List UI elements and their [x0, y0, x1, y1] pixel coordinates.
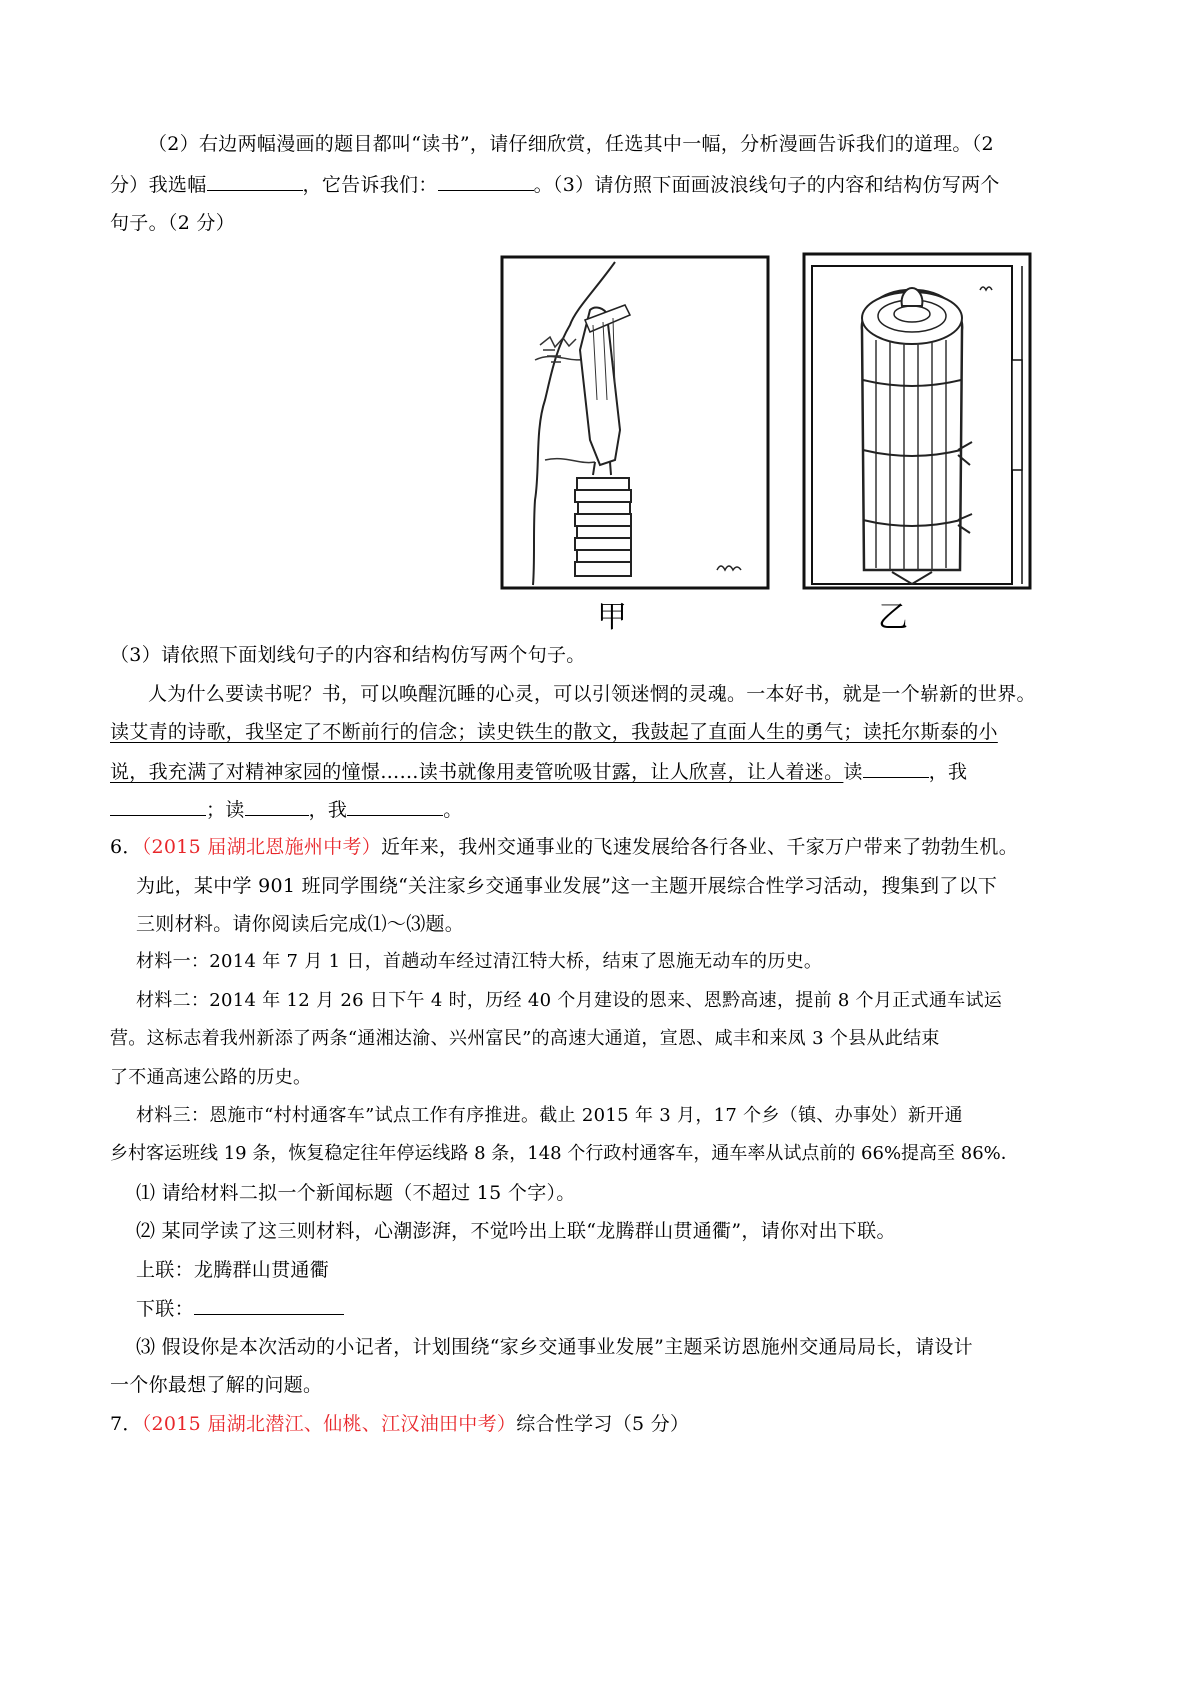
answer-blank[interactable]: [207, 172, 303, 191]
q7-heading: [110, 1412, 689, 1436]
cartoon-yi-caption: 乙: [878, 600, 908, 635]
q5-part3-para-line2: 读艾青的诗歌，我坚定了不断前行的信念；读史铁生的散文，我鼓起了直面人生的勇气；读托尔斯泰的小: [110, 721, 998, 743]
q6-source: （2015 届湖北恩施州中考）: [141, 836, 382, 858]
answer-blank[interactable]: [438, 172, 534, 191]
q6-upper-couplet: 上联：龙腾群山贯通衢: [136, 1259, 330, 1281]
q6-material2-line1: 材料二：2014 年 12 月 26 日下午 4 时，历经 40 个月建设的恩来、恩黔高速，提前 8 个月正式通车试运: [136, 990, 1003, 1011]
imitation-end: 。: [443, 799, 463, 821]
answer-blank[interactable]: [245, 797, 309, 816]
q6-material1: 材料一：2014 年 7 月 1 日，首趟动车经过清江特大桥，结束了恩施无动车的历史。: [136, 951, 823, 972]
q6-intro-line3: 三则材料。请你阅读后完成⑴～⑶题。: [136, 913, 465, 935]
q6-intro-line1: [110, 835, 1018, 859]
q5-part2-line3: 句子。（2 分）: [110, 212, 236, 234]
q5-part3-para-line3: [110, 759, 967, 784]
answer-blank[interactable]: [863, 759, 929, 778]
q6-lower-couplet: [136, 1296, 344, 1321]
q5-part2-line2-b: ，它告诉我们：: [302, 174, 438, 196]
imitation-read-2: ；读: [206, 799, 245, 821]
cartoon-jia: [495, 250, 775, 595]
lower-couplet-label: 下联：: [136, 1298, 194, 1320]
imitation-start: 读: [843, 761, 863, 783]
bamboo-scroll-bundle: [862, 288, 972, 584]
q6-intro-line2: 为此，某中学 901 班同学围绕“关注家乡交通事业发展”这一主题开展综合性学习活动，搜集到了以下: [136, 875, 998, 897]
answer-blank[interactable]: [194, 1296, 344, 1315]
tiny-person-head: [902, 288, 923, 306]
cartoon-yi: [800, 250, 1035, 595]
q5-part3-para-line1: 人为什么要读书呢？书，可以唤醒沉睡的心灵，可以引领迷惘的灵魂。一本好书，就是一个崭新的世界。: [148, 683, 1036, 705]
cartoon-jia-frame: [502, 257, 768, 588]
q6-task3-line1: ⑶ 假设你是本次活动的小记者，计划围绕“家乡交通事业发展”主题采访恩施州交通局局长，请设计: [136, 1336, 973, 1358]
q6-task1: ⑴ 请给材料二拟一个新闻标题（不超过 15 个字）。: [136, 1182, 576, 1204]
q6-material3-line1: 材料三：恩施市“村村通客车”试点工作有序推进。截止 2015 年 3 月，17 个乡（镇、办事处）新开通: [136, 1105, 963, 1126]
q6-task3-line2: 一个你最想了解的问题。: [110, 1374, 323, 1396]
q5-part3-heading: （3）请依照下面划线句子的内容和结构仿写两个句子。: [110, 644, 586, 666]
answer-blank[interactable]: [110, 797, 206, 816]
q6-number: 6．: [110, 836, 142, 858]
q5-part2-line2-a: 分）我选幅: [110, 174, 207, 196]
q7-source: （2015 届湖北潜江、仙桃、江汉油田中考）: [141, 1413, 517, 1435]
q7-number: 7．: [110, 1413, 142, 1435]
q6-material2-line2: 营。这标志着我州新添了两条“通湘达渝、兴州富民”的高速大通道，宣恩、咸丰和来凤 3 个县从此结束: [110, 1028, 940, 1049]
q6-task2: ⑵ 某同学读了这三则材料，心潮澎湃，不觉吟出上联“龙腾群山贯通衢”，请你对出下联。: [136, 1220, 896, 1242]
imitation-me: ，我: [928, 761, 968, 783]
q6-material2-line3: 了不通高速公路的历史。: [110, 1067, 312, 1088]
q5-part3-para-line4: [110, 797, 463, 822]
q5-part2-line2-c: 。（3）请仿照下面画波浪线句子的内容和结构仿写两个: [533, 174, 1000, 196]
q6-material3-line2: 乡村客运班线 19 条，恢复稳定往年停运线路 8 条，148 个行政村通客车，通车率从试点前的 66%提高至 86%．: [110, 1143, 1019, 1164]
q5-part2-line2: [110, 172, 1000, 197]
underlined-sentence: 说，我充满了对精神家园的憧憬……读书就像用麦管吮吸甘露，让人欣喜，让人着迷。: [110, 761, 844, 783]
book-stack: [575, 478, 631, 576]
q5-part2-line1: （2）右边两幅漫画的题目都叫“读书”，请仔细欣赏，任选其中一幅，分析漫画告诉我们的道理。（2: [148, 133, 994, 155]
q6-intro-text: 近年来，我州交通事业的飞速发展给各行各业、千家万户带来了勃勃生机。: [381, 836, 1019, 858]
imitation-me-2: ，我: [308, 799, 348, 821]
answer-blank[interactable]: [347, 797, 443, 816]
q7-title: 综合性学习（5 分）: [516, 1413, 690, 1435]
cartoon-jia-caption: 甲: [597, 600, 627, 635]
